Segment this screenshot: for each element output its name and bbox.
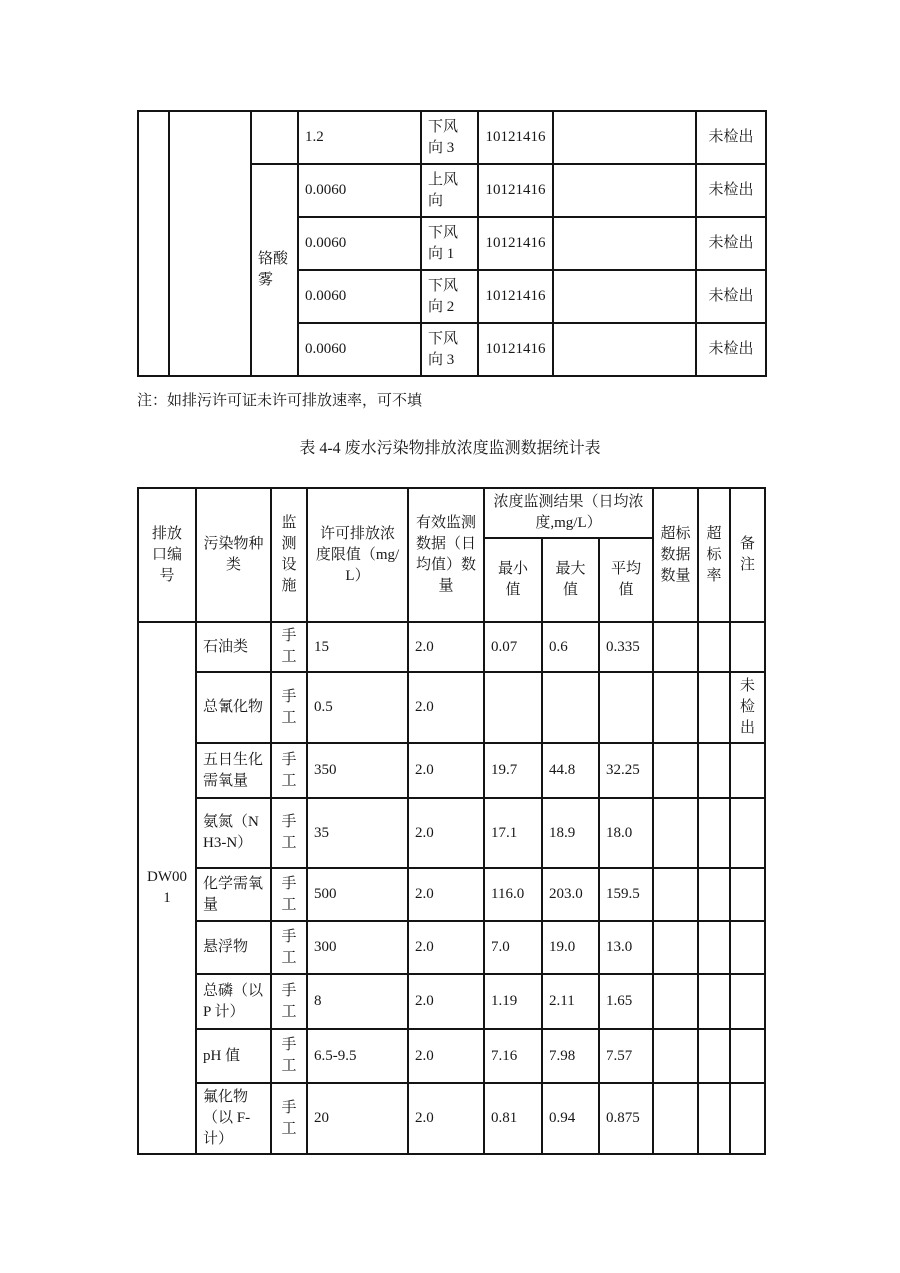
header-min: 最小值 bbox=[484, 538, 542, 622]
min-cell: 19.7 bbox=[484, 743, 542, 798]
table-row bbox=[138, 622, 765, 672]
count-cell: 2.0 bbox=[408, 1083, 484, 1154]
avg-cell: 13.0 bbox=[599, 921, 653, 974]
min-cell: 17.1 bbox=[484, 798, 542, 868]
avg-cell: 32.25 bbox=[599, 743, 653, 798]
header-limit: 许可排放浓度限值（mg/L） bbox=[307, 488, 408, 622]
facility-cell: 手工 bbox=[271, 1029, 307, 1083]
rate-cell-empty bbox=[698, 743, 730, 798]
header-remark: 备注 bbox=[730, 488, 765, 622]
header-result-group: 浓度监测结果（日均浓度,mg/L） bbox=[484, 488, 653, 538]
pollutant-cell: 总磷（以P 计） bbox=[196, 974, 271, 1029]
min-cell: 0.81 bbox=[484, 1083, 542, 1154]
max-cell: 44.8 bbox=[542, 743, 599, 798]
min-cell: 7.16 bbox=[484, 1029, 542, 1083]
max-cell: 2.11 bbox=[542, 974, 599, 1029]
table-4-4-title: 表 4-4 废水污染物排放浓度监测数据统计表 bbox=[299, 440, 601, 457]
t1-point-cell: 下风向 1 bbox=[421, 217, 478, 270]
t1-code-cell: 10121416 bbox=[478, 217, 553, 270]
header-facility: 监测设施 bbox=[271, 488, 307, 622]
t1-result-cell: 未检出 bbox=[696, 164, 766, 217]
t1-limit-cell: 1.2 bbox=[298, 111, 421, 164]
avg-cell: 18.0 bbox=[599, 798, 653, 868]
table-row bbox=[138, 974, 765, 1029]
t1-code-cell: 10121416 bbox=[478, 164, 553, 217]
t1-result-cell: 未检出 bbox=[696, 111, 766, 164]
t1-limit-cell: 0.0060 bbox=[298, 217, 421, 270]
limit-cell: 6.5-9.5 bbox=[307, 1029, 408, 1083]
t1-result-cell: 未检出 bbox=[696, 323, 766, 376]
rate-cell-empty bbox=[698, 798, 730, 868]
t1-value-cell-empty bbox=[553, 164, 696, 217]
exceed-cell-empty bbox=[653, 672, 698, 743]
min-cell: 1.19 bbox=[484, 974, 542, 1029]
max-cell: 0.94 bbox=[542, 1083, 599, 1154]
max-cell: 19.0 bbox=[542, 921, 599, 974]
exceed-cell-empty bbox=[653, 1029, 698, 1083]
count-cell: 2.0 bbox=[408, 974, 484, 1029]
facility-cell: 手工 bbox=[271, 798, 307, 868]
limit-cell: 350 bbox=[307, 743, 408, 798]
exceed-cell-empty bbox=[653, 921, 698, 974]
pollutant-cell: 石油类 bbox=[196, 622, 271, 672]
header-avg: 平均值 bbox=[599, 538, 653, 622]
t1-limit-cell: 0.0060 bbox=[298, 270, 421, 323]
max-cell bbox=[542, 672, 599, 743]
facility-cell: 手工 bbox=[271, 868, 307, 921]
count-cell: 2.0 bbox=[408, 1029, 484, 1083]
count-cell: 2.0 bbox=[408, 672, 484, 743]
count-cell: 2.0 bbox=[408, 868, 484, 921]
t1-point-cell: 下风向 3 bbox=[421, 323, 478, 376]
limit-cell: 500 bbox=[307, 868, 408, 921]
t1-value-cell-empty bbox=[553, 217, 696, 270]
t1-point-cell: 下风向 3 bbox=[421, 111, 478, 164]
header-exceed-rate: 超标率 bbox=[698, 488, 730, 622]
rate-cell-empty bbox=[698, 921, 730, 974]
header-valid-count: 有效监测数据（日均值）数量 bbox=[408, 488, 484, 622]
rate-cell-empty bbox=[698, 672, 730, 743]
remark-cell: 未检出 bbox=[730, 672, 765, 743]
count-cell: 2.0 bbox=[408, 622, 484, 672]
header-exceed-count: 超标数据数量 bbox=[653, 488, 698, 622]
t1-result-cell: 未检出 bbox=[696, 217, 766, 270]
t1-limit-cell: 0.0060 bbox=[298, 323, 421, 376]
wastewater-monitoring-table bbox=[137, 487, 766, 1155]
count-cell: 2.0 bbox=[408, 921, 484, 974]
t1-limit-cell: 0.0060 bbox=[298, 164, 421, 217]
limit-cell: 20 bbox=[307, 1083, 408, 1154]
remark-cell bbox=[730, 622, 765, 672]
t1-outlet-cell-empty bbox=[138, 111, 169, 376]
table-row bbox=[138, 798, 765, 868]
limit-cell: 8 bbox=[307, 974, 408, 1029]
pollutant-cell: 悬浮物 bbox=[196, 921, 271, 974]
t1-prev-pollutant-cell-empty bbox=[251, 111, 298, 164]
t1-result-cell: 未检出 bbox=[696, 270, 766, 323]
table-row bbox=[138, 111, 766, 164]
pollutant-cell: 总氰化物 bbox=[196, 672, 271, 743]
t1-value-cell-empty bbox=[553, 270, 696, 323]
table-note: 注：如排污许可证未许可排放速率，可不填 bbox=[137, 393, 423, 409]
table-row bbox=[138, 1029, 765, 1083]
remark-cell bbox=[730, 921, 765, 974]
header-max: 最大值 bbox=[542, 538, 599, 622]
header-pollutant: 污染物种类 bbox=[196, 488, 271, 622]
limit-cell: 0.5 bbox=[307, 672, 408, 743]
air-monitoring-table-continued bbox=[137, 110, 767, 377]
exceed-cell-empty bbox=[653, 622, 698, 672]
remark-cell bbox=[730, 974, 765, 1029]
t1-group-cell-empty bbox=[169, 111, 251, 376]
t1-pollutant-group-cell: 铬酸雾 bbox=[251, 164, 298, 376]
count-cell: 2.0 bbox=[408, 743, 484, 798]
rate-cell-empty bbox=[698, 974, 730, 1029]
max-cell: 0.6 bbox=[542, 622, 599, 672]
count-cell: 2.0 bbox=[408, 798, 484, 868]
max-cell: 18.9 bbox=[542, 798, 599, 868]
t1-code-cell: 10121416 bbox=[478, 323, 553, 376]
pollutant-cell: 氟化物（以 F-计） bbox=[196, 1083, 271, 1154]
avg-cell: 7.57 bbox=[599, 1029, 653, 1083]
facility-cell: 手工 bbox=[271, 622, 307, 672]
rate-cell-empty bbox=[698, 622, 730, 672]
exceed-cell-empty bbox=[653, 868, 698, 921]
exceed-cell-empty bbox=[653, 743, 698, 798]
limit-cell: 300 bbox=[307, 921, 408, 974]
facility-cell: 手工 bbox=[271, 743, 307, 798]
min-cell: 0.07 bbox=[484, 622, 542, 672]
facility-cell: 手工 bbox=[271, 974, 307, 1029]
facility-cell: 手工 bbox=[271, 672, 307, 743]
t1-code-cell: 10121416 bbox=[478, 111, 553, 164]
max-cell: 203.0 bbox=[542, 868, 599, 921]
t1-value-cell-empty bbox=[553, 111, 696, 164]
rate-cell-empty bbox=[698, 1083, 730, 1154]
table-row bbox=[138, 743, 765, 798]
remark-cell bbox=[730, 868, 765, 921]
exceed-cell-empty bbox=[653, 974, 698, 1029]
avg-cell bbox=[599, 672, 653, 743]
table-row bbox=[138, 921, 765, 974]
avg-cell: 159.5 bbox=[599, 868, 653, 921]
avg-cell: 1.65 bbox=[599, 974, 653, 1029]
header-row bbox=[138, 488, 765, 538]
avg-cell: 0.875 bbox=[599, 1083, 653, 1154]
pollutant-cell: 五日生化需氧量 bbox=[196, 743, 271, 798]
pollutant-cell: pH 值 bbox=[196, 1029, 271, 1083]
min-cell: 7.0 bbox=[484, 921, 542, 974]
limit-cell: 15 bbox=[307, 622, 408, 672]
max-cell: 7.98 bbox=[542, 1029, 599, 1083]
min-cell bbox=[484, 672, 542, 743]
avg-cell: 0.335 bbox=[599, 622, 653, 672]
exceed-cell-empty bbox=[653, 798, 698, 868]
min-cell: 116.0 bbox=[484, 868, 542, 921]
pollutant-cell: 化学需氧量 bbox=[196, 868, 271, 921]
remark-cell bbox=[730, 798, 765, 868]
remark-cell bbox=[730, 1029, 765, 1083]
rate-cell-empty bbox=[698, 1029, 730, 1083]
table-row bbox=[138, 868, 765, 921]
t1-point-cell: 下风向 2 bbox=[421, 270, 478, 323]
outlet-id-cell: DW001 bbox=[138, 622, 196, 1154]
pollutant-cell: 氨氮（NH3-N） bbox=[196, 798, 271, 868]
remark-cell bbox=[730, 743, 765, 798]
limit-cell: 35 bbox=[307, 798, 408, 868]
table-row bbox=[138, 672, 765, 743]
rate-cell-empty bbox=[698, 868, 730, 921]
facility-cell: 手工 bbox=[271, 921, 307, 974]
t1-point-cell: 上风向 bbox=[421, 164, 478, 217]
t1-code-cell: 10121416 bbox=[478, 270, 553, 323]
table-row bbox=[138, 1083, 765, 1154]
remark-cell bbox=[730, 1083, 765, 1154]
header-outlet: 排放口编号 bbox=[138, 488, 196, 622]
exceed-cell-empty bbox=[653, 1083, 698, 1154]
t1-value-cell-empty bbox=[553, 323, 696, 376]
facility-cell: 手工 bbox=[271, 1083, 307, 1154]
